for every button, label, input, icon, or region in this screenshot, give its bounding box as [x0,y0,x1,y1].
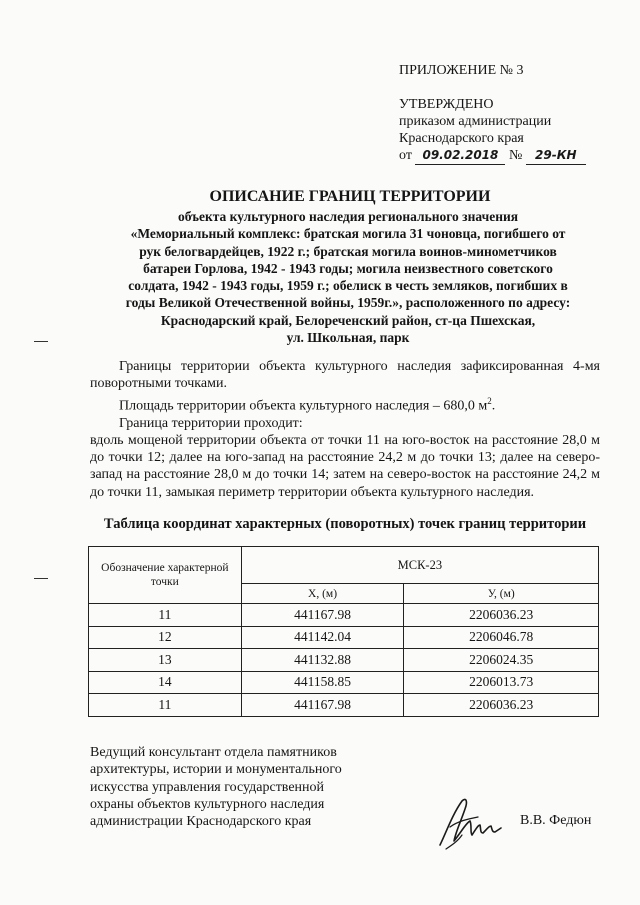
area-period: . [491,398,496,414]
table-row [89,649,599,672]
margin-mark [34,341,48,342]
signatory-title-line: Ведущий консультант отдела памятников [90,745,337,760]
cell-x: 441158.85 [241,671,404,694]
approval-line-2: Краснодарского края [399,131,524,146]
cell-x: 441167.98 [241,604,404,627]
paragraph-boundary-description: вдоль мощеной территории объекта от точки 11 на юго-восток на расстояние 28,0 м до точки 12; далее на юго-запад на расстояние 24,2 м до точки 13; далее на северо-запад на расстояние 28,0 м до точки 14; затем на северо-восток на расстояние 24,2 м до точки 11, замыкая периметр территории объекта культурного наследия. [90,432,600,500]
table-row [89,671,599,694]
cell-y: 2206046.78 [404,626,599,649]
signatory-title-line: охраны объектов культурного наследия [90,796,325,812]
signatory-name: В.В. Федюн [520,813,592,828]
header-point: Обозначение характерной точки [89,547,242,604]
paragraph-area [90,393,600,415]
header-x: X, (м) [241,584,404,604]
table-row [89,604,599,627]
approval-date-line [399,147,586,165]
cell-x: 441167.98 [241,694,404,717]
cell-x: 441132.88 [241,649,404,672]
approval-line-1: приказом администрации [399,114,552,129]
cell-x: 441142.04 [241,626,404,649]
handwritten-signature [432,795,504,853]
area-text: Площадь территории объекта культурного наследия – 680,0 м [119,398,488,414]
cell-point: 12 [89,626,242,649]
cell-point: 13 [89,649,242,672]
cell-point: 11 [89,604,242,627]
approval-date: 09.02.2018 [422,148,499,162]
subtitle-line: годы Великой Отечественной войны, 1959г.», расположенного по адресу: [125,295,571,311]
coordinates-table [88,546,599,717]
table-row [89,626,599,649]
body-text [90,358,600,501]
table-caption: Таблица координат характерных (поворотных) точек границ территории [103,516,587,532]
margin-mark [34,578,48,579]
cell-point: 14 [89,671,242,694]
signatory-title-line: искусства управления государственной [90,779,325,795]
approval-number: 29-КН [535,148,577,162]
cell-y: 2206036.23 [404,604,599,627]
area-superscript: 2 [487,395,492,406]
approved-label: УТВЕРЖДЕНО [399,97,494,112]
subtitle-line: батареи Горлова, 1942 - 1943 годы; могила неизвестного советского [143,260,553,276]
number-prefix: № [508,148,523,163]
cell-y: 2206013.73 [404,671,599,694]
subtitle-line: ул. Школьная, парк [286,330,410,346]
date-prefix: от [399,148,412,163]
signature-block [90,744,342,830]
paragraph-boundary-intro: Граница территории проходит: [119,415,303,431]
cell-y: 2206036.23 [404,694,599,717]
paragraph-points: Границы территории объекта культурного наследия зафиксированная 4-мя поворотными точками. [90,359,600,392]
appendix-label: ПРИЛОЖЕНИЕ № 3 [399,63,524,78]
header-system: МСК-23 [241,547,598,584]
header-y: У, (м) [404,584,599,604]
subtitle-line: «Мемориальный комплекс: братская могила 31 чоновца, погибшего от [130,226,566,242]
signatory-title-line: администрации Краснодарского края [90,814,312,830]
subtitle-line: Краснодарский край, Белореченский район, ст-ца Пшехская, [160,312,536,328]
cell-y: 2206024.35 [404,649,599,672]
cell-point: 11 [89,694,242,717]
document-subtitle [86,208,610,346]
table-row [89,694,599,717]
subtitle-line: солдата, 1942 - 1943 годы, 1959 г.; обелиск в честь земляков, погибших в [128,278,568,294]
subtitle-line: рук белогвардейцев, 1922 г.; братская могила воинов-минометчиков [139,243,557,259]
approval-block [399,62,586,165]
subtitle-line: объекта культурного наследия регионального значения [177,209,519,224]
document-title: ОПИСАНИЕ ГРАНИЦ ТЕРРИТОРИИ [209,188,491,205]
signatory-title-line: архитектуры, истории и монументального [90,762,342,778]
